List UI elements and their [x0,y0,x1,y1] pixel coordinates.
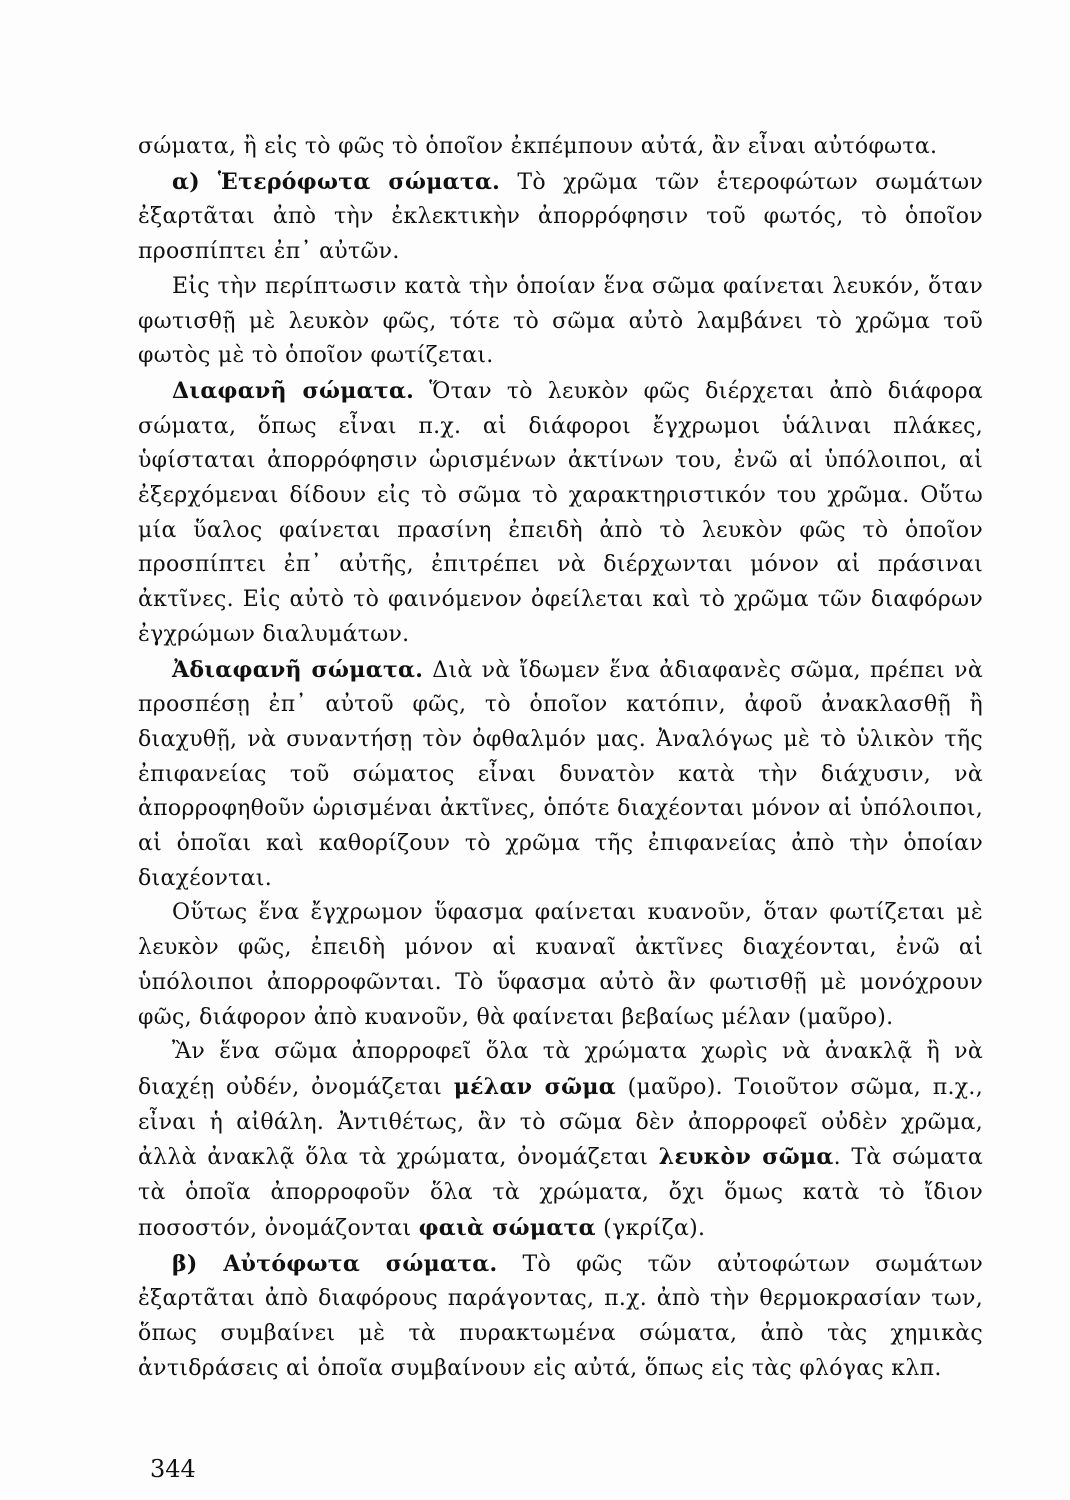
paragraph-text: (γκρίζα). [595,1215,706,1241]
paragraph [138,130,983,165]
paragraph-text: Διὰ νὰ ἴδωμεν ἕνα ἀδιαφανὲς σῶμα, πρέπει νὰ προσπέσῃ ἐπ᾽ αὐτοῦ φῶς, τὸ ὁποῖον κατόπιν, ἀφοῦ ἀνακλασθῇ ἢ διαχυθῇ, νὰ συναντήσῃ τὸν ὀφθαλμόν μας. Ἀναλόγως μὲ τὸ ὑλικὸν τῆς ἐπιφανείας τοῦ σώματος εἶναι δυνατὸν κατὰ τὴν διάχυσιν, νὰ ἀπορροφηθοῦν ὡρισμέναι ἀκτῖνες, ὁπότε διαχέονται μόνον αἱ ὑπόλοιποι, αἱ ὁποῖαι καὶ καθορίζουν τὸ χρῶμα τῆς ἐπιφανείας ἀπὸ τὴν ὁποίαν διαχέονται. [138,657,983,891]
paragraph [138,374,983,653]
paragraph-text: Εἰς τὴν περίπτωσιν κατὰ τὴν ὁποίαν ἕνα σῶμα φαίνεται λευκόν, ὅταν φωτισθῇ μὲ λευκὸν φῶς, τότε τὸ σῶμα αὐτὸ λαμβάνει τὸ χρῶμα τοῦ φωτὸς μὲ τὸ ὁποῖον φωτίζεται. [138,273,983,369]
paragraph-text: (μαῦρο). Τοιοῦτον σῶμα, π.χ., εἶναι ἡ αἰθάλη. Ἀντιθέτως, ἂν τὸ σῶμα δὲν ἀπορροφεῖ οὐδὲν χρῶμα, ἀλλὰ ἀνακλᾷ ὅλα τὰ χρώματα, ὀνομάζεται [138,1074,983,1171]
bold-heading-text: φαιὰ σώματα [418,1214,596,1241]
body-text [138,130,983,1386]
paragraph [138,1247,983,1387]
paragraph [138,270,983,374]
paragraph [138,653,983,897]
paragraph-text: Τὸ χρῶμα τῶν ἑτεροφώτων σωμάτων ἐξαρτᾶται ἀπὸ τὴν ἐκλεκτικὴν ἀπορρόφησιν τοῦ φωτός, τὸ ὁποῖον προσπίπτει ἐπ᾽ αὐτῶν. [138,169,983,265]
page-number: 344 [150,1455,196,1483]
bold-heading-text: Ἀδιαφανῆ σώματα. [172,656,424,683]
bold-heading-text: β) Αὐτόφωτα σώματα. [172,1250,498,1277]
paragraph-text: σώματα, ἢ εἰς τὸ φῶς τὸ ὁποῖον ἐκπέμπουν αὐτά, ἂν εἶναι αὐτόφωτα. [138,134,938,159]
paragraph [138,165,983,270]
paragraph-text: Οὕτως ἕνα ἔγχρωμον ὕφασμα φαίνεται κυανοῦν, ὅταν φωτίζεται μὲ λευκὸν φῶς, ἐπειδὴ μόνον αἱ κυαναῖ ἀκτῖνες διαχέονται, ἐνῶ αἱ ὑπόλοιποι ἀπορροφῶνται. Τὸ ὕφασμα αὐτὸ ἂν φωτισθῇ μὲ μονόχρουν φῶς, διάφορον ἀπὸ κυανοῦν, θὰ φαίνεται βεβαίως μέλαν (μαῦρο). [138,900,983,1030]
paragraph-text: Ὅταν τὸ λευκὸν φῶς διέρχεται ἀπὸ διάφορα σώματα, ὅπως εἶναι π.χ. αἱ διάφοροι ἔγχρωμοι ὑάλιναι πλάκες, ὑφίσταται ἀπορρόφησιν ὡρισμένων ἀκτίνων του, ἐνῶ αἱ ὑπόλοιποι, αἱ ἐξερχόμεναι δίδουν εἰς τὸ σῶμα τὸ χαρακτηριστικόν του χρῶμα. Οὕτω μία ὕαλος φαίνεται πρασίνη ἐπειδὴ ἀπὸ τὸ λευκὸν φῶς τὸ ὁποῖον προσπίπτει ἐπ᾽ αὐτῆς, ἐπιτρέπει νὰ διέρχωνται μόνον αἱ πράσιναι ἀκτῖνες. Εἰς αὐτὸ τὸ φαινόμενον ὀφείλεται καὶ τὸ χρῶμα τῶν διαφόρων ἐγχρώμων διαλυμάτων. [138,378,983,647]
bold-heading-text: λευκὸν σῶμα [658,1144,834,1171]
paragraph [138,1035,983,1246]
bold-heading-text: μέλαν σῶμα [453,1073,617,1100]
bold-heading-text: α) Ἑτερόφωτα σώματα. [172,168,501,195]
paragraph-text: Τὸ φῶς τῶν αὐτοφώτων σωμάτων ἐξαρτᾶται ἀπὸ διαφόρους παράγοντας, π.χ. ἀπὸ τὴν θερμοκρασίαν των, ὅπως συμβαίνει μὲ τὰ πυρακτωμένα σώματα, ἀπὸ τὰς χημικὰς ἀντιδράσεις αἱ ὁποῖα συμβαίνουν εἰς αὐτά, ὅπως εἰς τὰς φλόγας κλπ. [138,1251,983,1381]
paragraph [138,896,983,1035]
paragraph-text: Ἂν ἕνα σῶμα ἀπορροφεῖ ὅλα τὰ χρώματα χωρὶς νὰ ἀνακλᾷ ἢ νὰ διαχέῃ οὐδέν, ὀνομάζεται [138,1039,983,1100]
paragraph-text: . Τὰ σώματα τὰ ὁποῖα ἀπορροφοῦν ὅλα τὰ χρώματα, ὄχι ὅμως κατὰ τὸ ἴδιον ποσοστόν, ὀνομάζονται [138,1145,984,1241]
bold-heading-text: Διαφανῆ σώματα. [172,377,415,404]
